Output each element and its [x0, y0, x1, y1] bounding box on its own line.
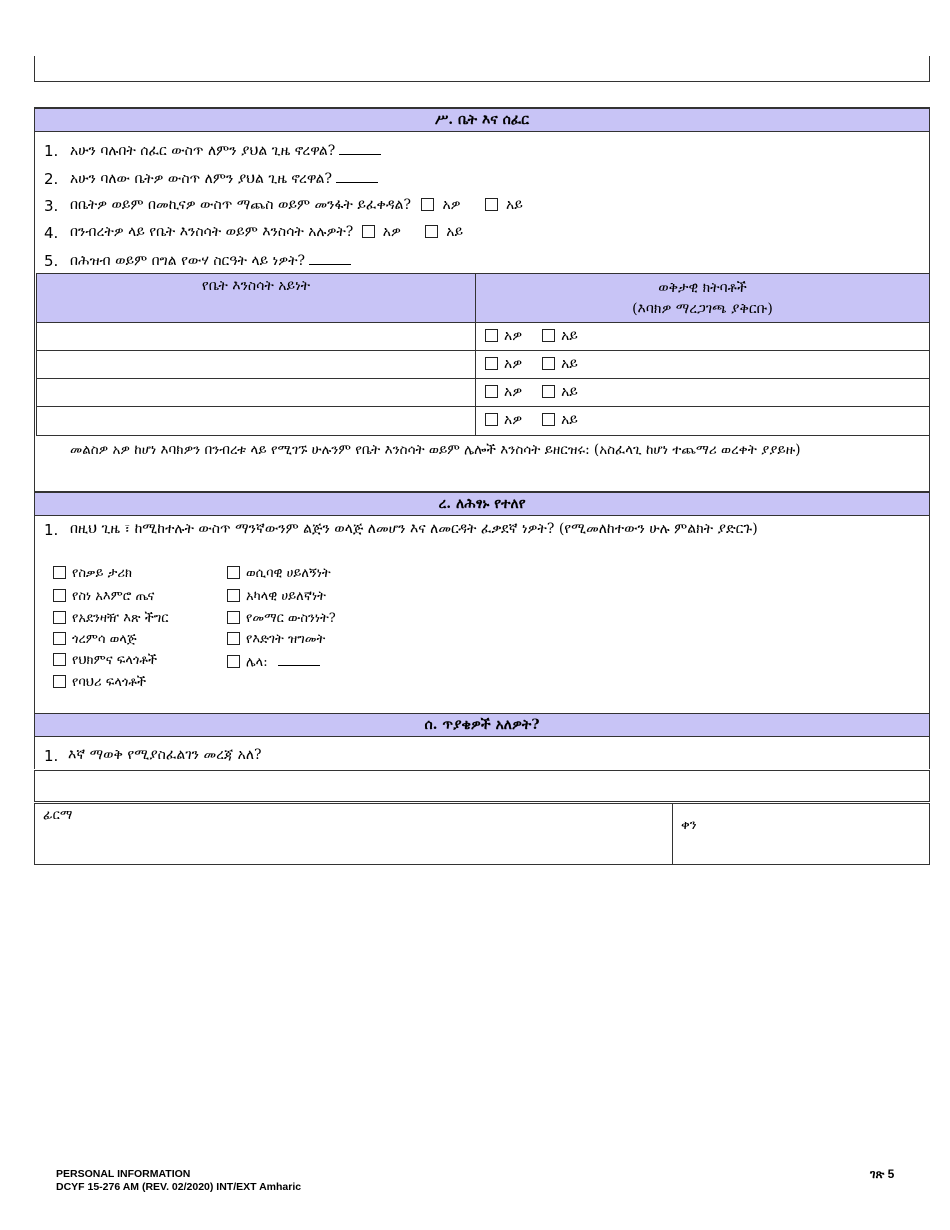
question-text — [70, 224, 463, 240]
no-label: አይ — [446, 224, 464, 240]
question-number: 3. — [44, 197, 59, 215]
pet-type-cell[interactable] — [36, 378, 476, 407]
yes-checkbox[interactable] — [362, 225, 375, 238]
question-label: በቤትዎ ወይም በመኪናዎ ውስጥ ማጨስ ወይም መንፋት ይፈቀዳል? — [70, 197, 411, 213]
question-text — [70, 170, 378, 187]
yes-checkbox[interactable] — [485, 329, 498, 342]
checklist-label: የአደንዛዥ እጽ ችግር — [72, 611, 169, 626]
no-checkbox[interactable] — [542, 357, 555, 370]
checkbox[interactable] — [53, 653, 66, 666]
checkbox[interactable] — [53, 611, 66, 624]
date-field[interactable] — [672, 803, 930, 865]
no-label: አይ — [561, 328, 578, 344]
yes-label: አዎ — [504, 384, 523, 400]
section-child-header: ረ. ለሕፃኑ የተለየ — [34, 492, 930, 516]
checklist-label: ሌላ: — [246, 655, 268, 670]
footer-info — [56, 1168, 301, 1194]
question-number: 5. — [44, 252, 59, 270]
question-number: 1. — [44, 142, 59, 160]
page-number: ገጽ 5 — [870, 1167, 895, 1181]
yes-no-choice — [485, 328, 578, 344]
answer-blank[interactable] — [339, 142, 381, 155]
checklist-label: አካላዊ ሀይለኛነት — [246, 589, 326, 604]
checkbox[interactable] — [227, 655, 240, 668]
question-number: 1. — [44, 747, 59, 765]
question-text: እኛ ማወቅ የሚያስፈልገን መረጃ አለ? — [68, 747, 262, 763]
checkbox[interactable] — [53, 675, 66, 688]
yes-label: አዎ — [504, 356, 523, 372]
checklist-item — [53, 675, 146, 690]
question-text — [70, 252, 351, 269]
no-label: አይ — [561, 412, 578, 428]
other-blank[interactable] — [278, 653, 320, 666]
previous-section-box — [34, 56, 930, 82]
checkbox[interactable] — [227, 632, 240, 645]
question-label: አሁን ባሉበት ሰፈር ውስጥ ለምን ያህል ጊዜ ኖረዋል? — [70, 143, 336, 159]
no-checkbox[interactable] — [542, 385, 555, 398]
checklist-item — [53, 589, 154, 604]
checklist-label: ወሲባዊ ሀይለኝነት — [246, 566, 331, 581]
checklist-label: የስቃይ ታሪክ — [72, 566, 132, 581]
checklist-item — [227, 566, 331, 581]
no-checkbox[interactable] — [485, 198, 498, 211]
answer-blank[interactable] — [336, 170, 378, 183]
question-text: በዚህ ጊዜ ፣ ከሚከተሉት ውስጥ ማንኛውንም ልጅን ወላጅ ለመሆን እና ለመርዳት ፈቃደኛ ነዎት? (የሚመለከተውን ሁሉ ምልክት ያድርጉ) — [70, 521, 758, 537]
footer-form-number: DCYF 15-276 AM (REV. 02/2020) INT/EXT Amharic — [56, 1181, 302, 1193]
yes-checkbox[interactable] — [485, 357, 498, 370]
question-number: 1. — [44, 521, 59, 539]
checklist-label: የስነ አእምሮ ጤና — [72, 589, 155, 604]
vaccination-cell — [475, 378, 930, 407]
no-label: አይ — [506, 197, 523, 213]
no-label: አይ — [561, 356, 578, 372]
checklist-item — [227, 611, 336, 626]
checklist-label: የእድገት ዝግመት — [246, 632, 326, 647]
checklist-label: የመማር ውስንነት? — [246, 611, 336, 626]
pet-type-cell[interactable] — [36, 406, 476, 436]
pets-list-note: መልስዎ አዎ ከሆነ እባክዎን በንብረቱ ላይ የሚገኙ ሁሉንም የቤት እንስሳት ወይም ሌሎች እንስሳት ይዘርዝሩ: (አስፈላጊ ከሆነ ተጨማሪ ወረቀት ያያይዙ) — [70, 442, 801, 458]
yes-label: አዎ — [504, 328, 523, 344]
pet-type-cell[interactable] — [36, 350, 476, 379]
section-questions-header: ሰ. ጥያቄዎች አለዎት? — [34, 713, 930, 737]
pet-type-header — [36, 273, 476, 323]
checklist-label: የህክምና ፍላጎቶች — [72, 653, 158, 668]
checklist-item — [53, 611, 169, 626]
yes-checkbox[interactable] — [485, 385, 498, 398]
no-label: አይ — [561, 384, 578, 400]
signature-field[interactable] — [34, 803, 673, 865]
signature-label: ፊርማ — [43, 808, 73, 823]
vaccination-label: ወቅታዊ ክትባቶች — [658, 280, 747, 296]
checkbox[interactable] — [227, 589, 240, 602]
question-label: በሕዝብ ወይም በግል የውሃ ስርዓት ላይ ነዎት? — [70, 253, 306, 269]
vaccination-note: (እባክዎ ማረጋገጫ ያቅርቡ) — [632, 301, 773, 317]
checklist-item — [53, 632, 137, 647]
date-label: ቀን — [681, 818, 697, 833]
question-label: አሁን ባለው ቤትዎ ውስጥ ለምን ያህል ጊዜ ኖረዋል? — [70, 171, 332, 187]
yes-label: አዎ — [382, 224, 401, 240]
vaccination-cell — [475, 350, 930, 379]
checkbox[interactable] — [227, 611, 240, 624]
checklist-label: ጎረምሳ ወላጅ — [72, 632, 137, 647]
yes-no-choice — [485, 412, 578, 428]
vaccination-header — [475, 273, 930, 323]
checklist-item — [227, 653, 320, 670]
question-number: 2. — [44, 170, 59, 188]
checkbox[interactable] — [53, 632, 66, 645]
answer-blank[interactable] — [309, 252, 351, 265]
vaccination-cell — [475, 322, 930, 351]
pet-type-cell[interactable] — [36, 322, 476, 351]
no-checkbox[interactable] — [542, 329, 555, 342]
yes-no-choice — [485, 356, 578, 372]
footer-personal-information: PERSONAL INFORMATION — [56, 1168, 191, 1180]
no-checkbox[interactable] — [425, 225, 438, 238]
checklist-item — [227, 589, 326, 604]
checklist-item — [227, 632, 325, 647]
checklist-item — [53, 653, 157, 668]
checklist-label: የባህሪ ፍላጎቶች — [72, 675, 147, 690]
vaccination-cell — [475, 406, 930, 436]
pet-type-label: የቤት እንስሳት አይነት — [201, 278, 311, 294]
no-checkbox[interactable] — [542, 413, 555, 426]
checkbox[interactable] — [53, 589, 66, 602]
checkbox[interactable] — [53, 566, 66, 579]
question-text — [70, 142, 381, 159]
question-label: በንብረትዎ ላይ የቤት እንስሳት ወይም እንስሳት አሉዎት? — [70, 224, 354, 240]
question-number: 4. — [44, 224, 59, 242]
answer-area[interactable] — [34, 770, 930, 802]
yes-label: አዎ — [442, 197, 461, 213]
yes-no-choice — [485, 384, 578, 400]
checkbox[interactable] — [227, 566, 240, 579]
section-home-header: ሥ. ቤት እና ሰፈር — [34, 108, 930, 132]
yes-checkbox[interactable] — [485, 413, 498, 426]
yes-label: አዎ — [504, 412, 523, 428]
question-text — [70, 197, 523, 213]
yes-checkbox[interactable] — [421, 198, 434, 211]
checklist-item — [53, 566, 132, 581]
